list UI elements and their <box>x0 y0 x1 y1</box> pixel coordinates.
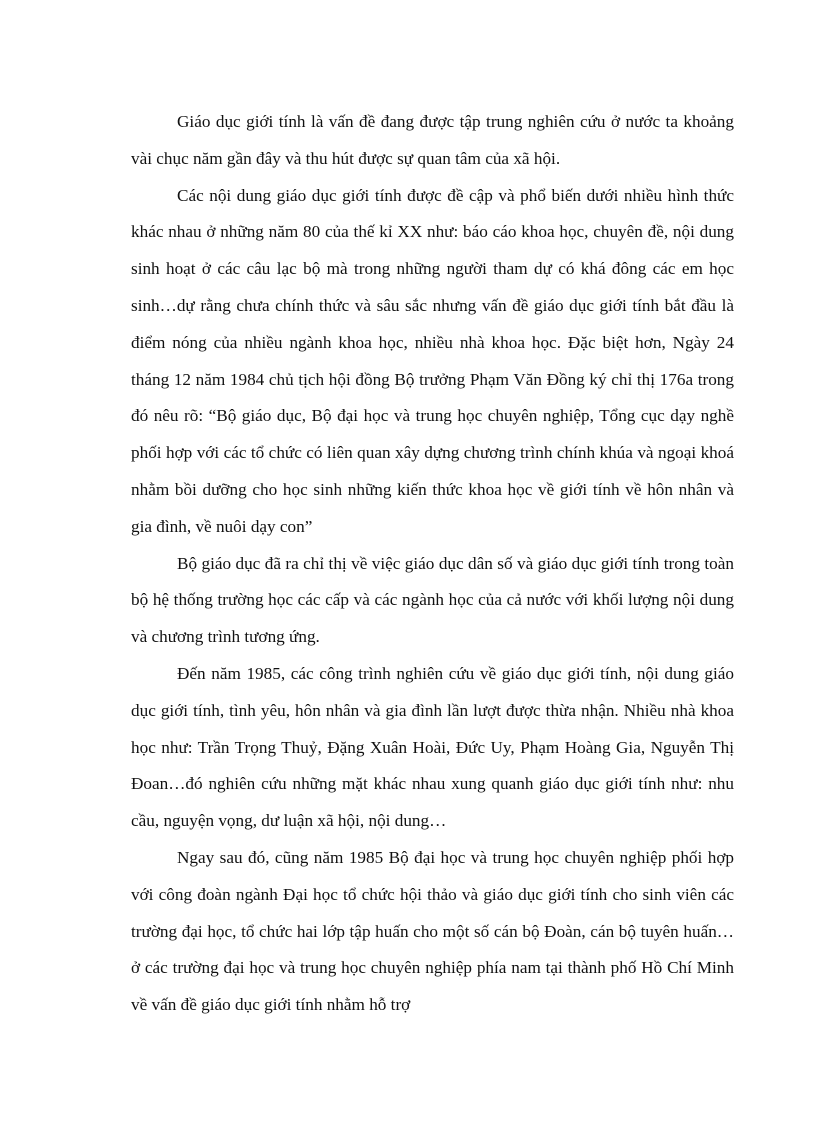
document-page <box>131 104 734 1024</box>
paragraph-1: Giáo dục giới tính là vấn đề đang được tập trung nghiên cứu ở nước ta khoảng vài chục năm gần đây và thu hút được sự quan tâm của xã hội. <box>131 112 734 168</box>
paragraph-2: Các nội dung giáo dục giới tính được đề cập và phổ biến dưới nhiều hình thức khác nhau ở những năm 80 của thế kỉ XX như: báo cáo khoa học, chuyên đề, nội dung sinh hoạt ở các câu lạc bộ mà trong những người tham dự có khá đông các em học sinh…dự rằng chưa chính thức và sâu sắc nhưng vấn đề giáo dục giới tính bắt đầu là điểm nóng của nhiều ngành khoa học, nhiều nhà khoa học. Đặc biệt hơn, Ngày 24 tháng 12 năm 1984 chủ tịch hội đồng Bộ trưởng Phạm Văn Đồng ký chỉ thị 176a trong đó nêu rõ: “Bộ giáo dục, Bộ đại học và trung học chuyên nghiệp, Tổng cục dạy nghề phối hợp với các tổ chức có liên quan xây dựng chương trình chính khúa và ngoại khoá nhằm bồi dưỡng cho học sinh những kiến thức khoa học về giới tính về hôn nhân và gia đình, về nuôi dạy con” <box>131 185 734 536</box>
paragraph-5: Ngay sau đó, cũng năm 1985 Bộ đại học và trung học chuyên nghiệp phối hợp với công đoàn ngành Đại học tổ chức hội thảo và giáo dục giới tính cho sinh viên các trường đại học, tổ chức hai lớp tập huấn cho một số cán bộ Đoàn, cán bộ tuyên huấn…ở các trường đại học và trung học chuyên nghiệp phía nam tại thành phố Hồ Chí Minh về vấn đề giáo dục giới tính nhằm hỗ trợ <box>131 847 734 1015</box>
paragraph-3: Bộ giáo dục đã ra chỉ thị về việc giáo dục dân số và giáo dục giới tính trong toàn bộ hệ thống trường học các cấp và các ngành học của cả nước với khối lượng nội dung và chương trình tương ứng. <box>131 553 734 647</box>
paragraph-4: Đến năm 1985, các công trình nghiên cứu về giáo dục giới tính, nội dung giáo dục giới tính, tình yêu, hôn nhân và gia đình lần lượt được thừa nhận. Nhiều nhà khoa học như: Trần Trọng Thuỷ, Đặng Xuân Hoài, Đức Uy, Phạm Hoàng Gia, Nguyễn Thị Đoan…đó nghiên cứu những mặt khác nhau xung quanh giáo dục giới tính như: nhu cầu, nguyện vọng, dư luận xã hội, nội dung… <box>131 663 734 831</box>
